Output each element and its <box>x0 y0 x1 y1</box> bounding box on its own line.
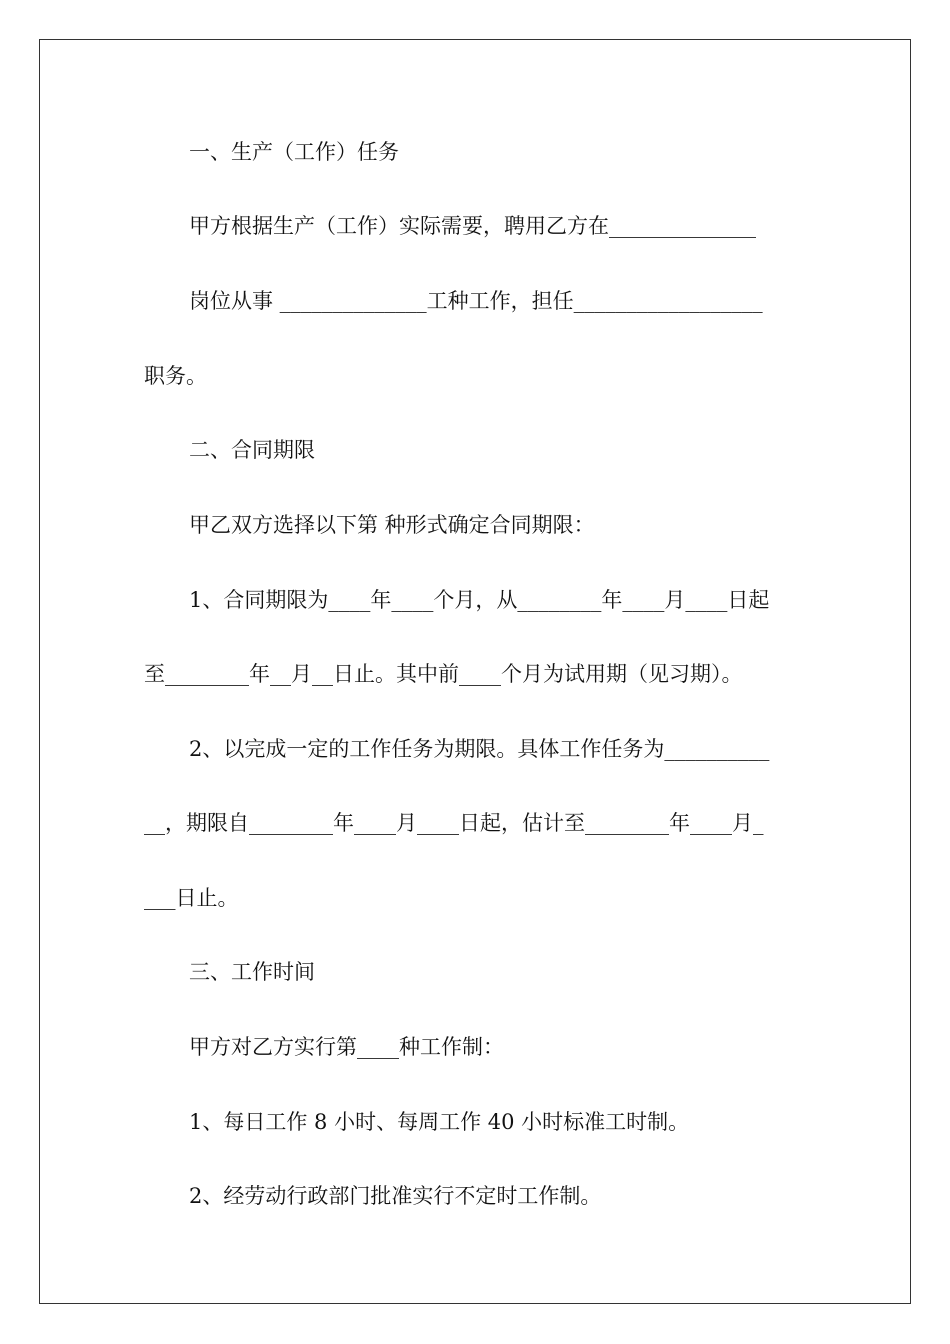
paragraph-line: 甲方根据生产（工作）实际需要，聘用乙方在______________ <box>189 214 756 238</box>
paragraph-line: 1、每日工作 8 小时、每周工作 40 小时标准工时制。 <box>189 1110 690 1134</box>
paragraph-line: ___日止。 <box>144 886 239 910</box>
paragraph-line: 2、经劳动行政部门批准实行不定时工作制。 <box>189 1184 602 1208</box>
paragraph-line: 甲方对乙方实行第____种工作制： <box>189 1035 504 1059</box>
paragraph-line: 1、合同期限为____年____个月，从________年____月____日起 <box>189 588 770 612</box>
paragraph-line: __，期限自________年____月____日起，估计至________年____月_ <box>144 811 764 835</box>
paragraph-line: 至________年__月__日止。其中前____个月为试用期（见习期）。 <box>144 662 743 686</box>
paragraph-line: 甲乙双方选择以下第 种形式确定合同期限： <box>189 513 595 537</box>
paragraph-line: 2、以完成一定的工作任务为期限。具体工作任务为__________ <box>189 737 770 761</box>
section-heading-production-task: 一、生产（工作）任务 <box>189 140 399 164</box>
section-heading-contract-term: 二、合同期限 <box>189 438 315 462</box>
paragraph-line: 岗位从事 ______________工种工作，担任__________________ <box>189 289 763 313</box>
paragraph-line: 职务。 <box>144 364 207 388</box>
section-heading-working-hours: 三、工作时间 <box>189 960 315 984</box>
